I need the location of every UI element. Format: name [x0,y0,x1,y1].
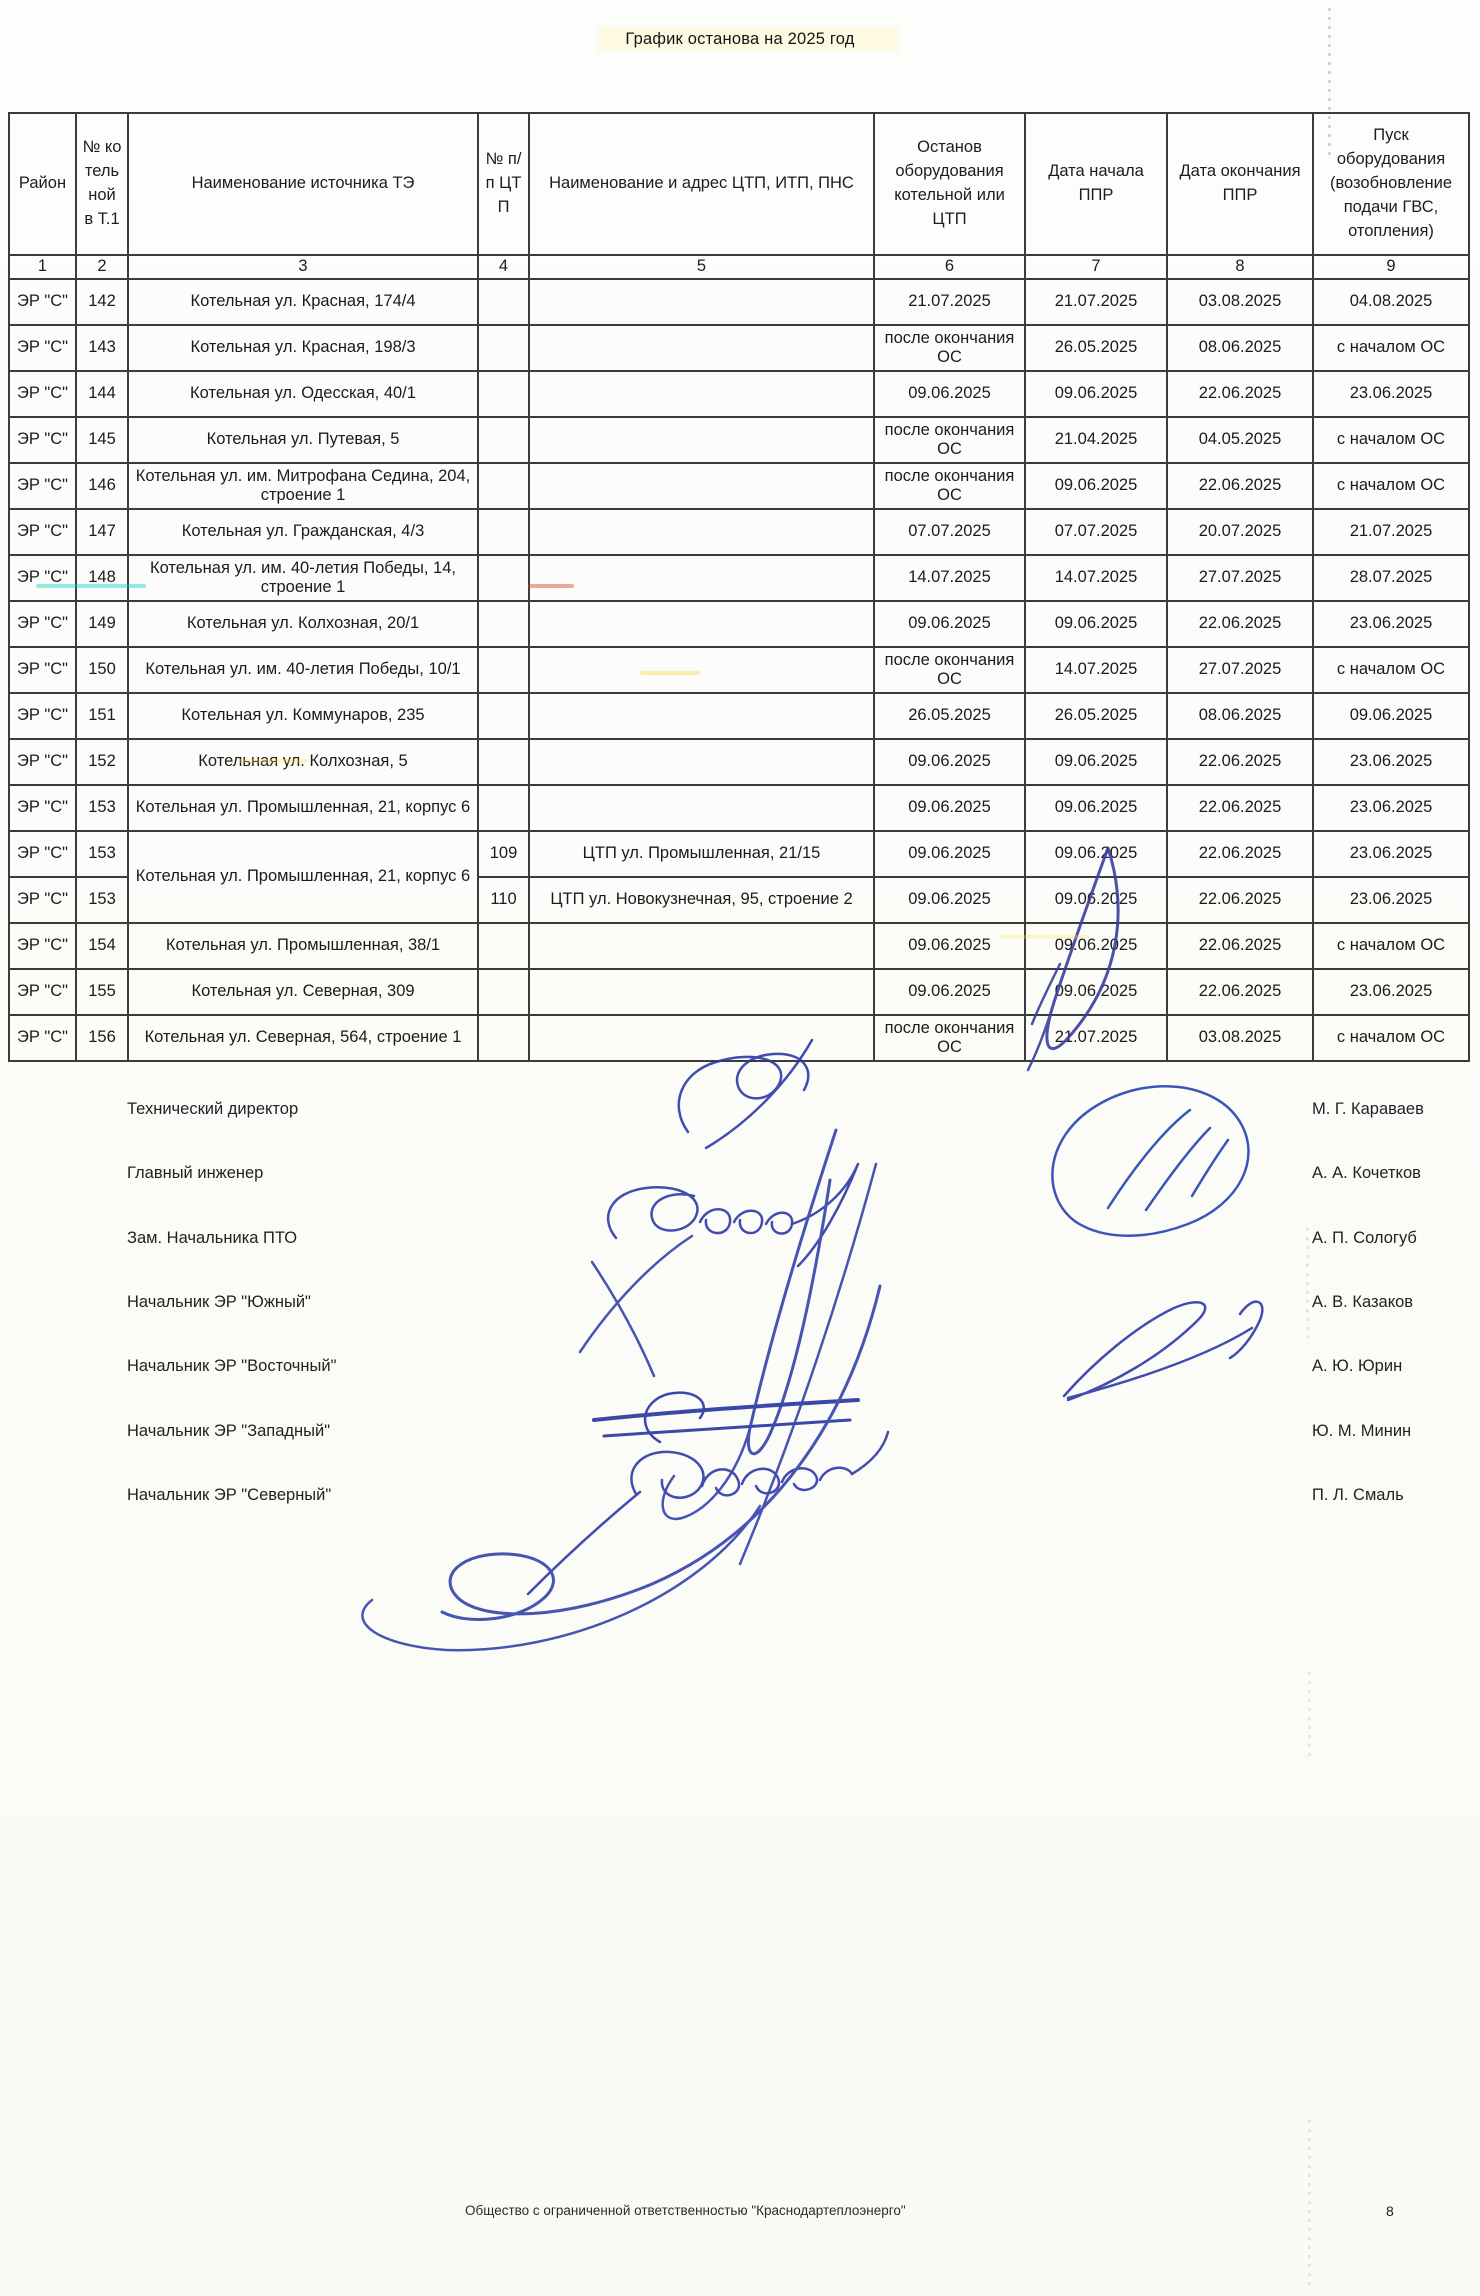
signatory-title: Начальник ЭР "Восточный" [127,1357,337,1375]
cell-boiler-no: 152 [76,739,128,785]
cell-boiler-no: 146 [76,463,128,509]
footer-page-number: 8 [1386,2203,1394,2219]
signatory-name: П. Л. Смаль [1312,1486,1404,1504]
cell-ppr-start: 26.05.2025 [1025,693,1167,739]
cell-boiler-no: 150 [76,647,128,693]
cell-ctp-name [529,1015,874,1061]
cell-ctp-name [529,647,874,693]
cell-ppr-end: 22.06.2025 [1167,831,1313,877]
cell-stop: 09.06.2025 [874,877,1025,923]
col-header-launch: Пуск оборудования (возобновление подачи ГВС, отопления) [1313,113,1469,255]
cell-ppr-start: 14.07.2025 [1025,647,1167,693]
cell-ctp-no [478,693,529,739]
cell-ppr-start: 09.06.2025 [1025,601,1167,647]
cell-district: ЭР "С" [9,417,76,463]
cell-ctp-no [478,785,529,831]
cell-district: ЭР "С" [9,555,76,601]
cell-ppr-end: 22.06.2025 [1167,601,1313,647]
signature-vostochny [1064,1302,1262,1400]
signature-pto-deputy [608,1164,858,1266]
cell-stop: после окончания ОС [874,1015,1025,1061]
cell-district: ЭР "С" [9,969,76,1015]
cell-source: Котельная ул. Северная, 564, строение 1 [128,1015,478,1061]
column-number: 7 [1025,255,1167,279]
cell-stop: после окончания ОС [874,647,1025,693]
cell-district: ЭР "С" [9,279,76,325]
cell-boiler-no: 151 [76,693,128,739]
signature-central-flourish [580,1130,876,1564]
cell-stop: после окончания ОС [874,417,1025,463]
cell-ppr-start: 09.06.2025 [1025,785,1167,831]
cell-source: Котельная ул. Промышленная, 38/1 [128,923,478,969]
cell-ctp-no [478,969,529,1015]
cell-ppr-start: 09.06.2025 [1025,923,1167,969]
cell-ctp-no [478,463,529,509]
cell-ctp-name [529,417,874,463]
cell-district: ЭР "С" [9,371,76,417]
cell-source: Котельная ул. им. 40-летия Победы, 14, строение 1 [128,555,478,601]
table-row [9,785,1469,831]
signatory-name: А. П. Сологуб [1312,1229,1417,1247]
signatory-title: Начальник ЭР "Южный" [127,1293,311,1311]
column-number: 6 [874,255,1025,279]
table-row [9,601,1469,647]
table-row [9,739,1469,785]
cell-ppr-end: 27.07.2025 [1167,555,1313,601]
cell-ppr-start: 21.04.2025 [1025,417,1167,463]
signatory-title: Начальник ЭР "Северный" [127,1486,332,1504]
table-row [9,417,1469,463]
signatory-name: А. А. Кочетков [1312,1164,1421,1182]
table-row [9,1015,1469,1061]
cell-ppr-end: 08.06.2025 [1167,693,1313,739]
col-header-ppr-end: Дата окончания ППР [1167,113,1313,255]
cell-ppr-start: 07.07.2025 [1025,509,1167,555]
cell-ctp-name: ЦТП ул. Промышленная, 21/15 [529,831,874,877]
cell-ctp-name [529,371,874,417]
table-row [9,923,1469,969]
cell-launch: 09.06.2025 [1313,693,1469,739]
col-header-source: Наименование источника ТЭ [128,113,478,255]
cell-source: Котельная ул. Северная, 309 [128,969,478,1015]
cell-ctp-no: 109 [478,831,529,877]
table-body [9,279,1469,1061]
cell-district: ЭР "С" [9,923,76,969]
cell-boiler-no: 153 [76,785,128,831]
cell-stop: после окончания ОС [874,463,1025,509]
cell-district: ЭР "С" [9,325,76,371]
cell-boiler-no: 149 [76,601,128,647]
table-row [9,325,1469,371]
cell-district: ЭР "С" [9,877,76,923]
cell-boiler-no: 155 [76,969,128,1015]
cell-boiler-no: 143 [76,325,128,371]
signatory-name: Ю. М. Минин [1312,1422,1412,1440]
cell-ppr-end: 22.06.2025 [1167,877,1313,923]
cell-boiler-no: 145 [76,417,128,463]
cell-district: ЭР "С" [9,463,76,509]
table-row [9,969,1469,1015]
cell-ppr-start: 09.06.2025 [1025,371,1167,417]
signature-zapadny [594,1393,858,1442]
cell-launch: с началом ОС [1313,1015,1469,1061]
signatory-title: Технический директор [127,1100,299,1118]
cell-ppr-end: 27.07.2025 [1167,647,1313,693]
signature-bottom-flourish [362,1286,880,1650]
cell-boiler-no: 147 [76,509,128,555]
column-number: 5 [529,255,874,279]
cell-district: ЭР "С" [9,739,76,785]
scan-artifact [1308,2120,1311,2290]
cell-ctp-no [478,509,529,555]
cell-ctp-name [529,325,874,371]
cell-source: Котельная ул. им. 40-летия Победы, 10/1 [128,647,478,693]
table-row [9,693,1469,739]
table-row [9,279,1469,325]
column-number: 1 [9,255,76,279]
signature-chief-engineer [1052,1086,1248,1236]
cell-ctp-no [478,647,529,693]
cell-launch: с началом ОС [1313,417,1469,463]
col-header-district: Район [9,113,76,255]
cell-ppr-end: 22.06.2025 [1167,969,1313,1015]
cell-ppr-start: 09.06.2025 [1025,831,1167,877]
column-number: 2 [76,255,128,279]
cell-ctp-no [478,923,529,969]
cell-ppr-start: 09.06.2025 [1025,739,1167,785]
cell-ctp-no [478,1015,529,1061]
signatory-name: М. Г. Караваев [1312,1100,1424,1118]
cell-district: ЭР "С" [9,647,76,693]
cell-district: ЭР "С" [9,601,76,647]
cell-ctp-name [529,785,874,831]
table-row [9,463,1469,509]
cell-source: Котельная ул. Путевая, 5 [128,417,478,463]
cell-launch: 23.06.2025 [1313,877,1469,923]
cell-launch: 23.06.2025 [1313,969,1469,1015]
signature-severny [528,1432,888,1594]
cell-stop: 09.06.2025 [874,969,1025,1015]
cell-district: ЭР "С" [9,1015,76,1061]
cell-launch: 23.06.2025 [1313,601,1469,647]
cell-ctp-no [478,325,529,371]
table-header-row [9,113,1469,255]
cell-boiler-no: 154 [76,923,128,969]
cell-ppr-end: 22.06.2025 [1167,463,1313,509]
cell-ctp-name: ЦТП ул. Новокузнечная, 95, строение 2 [529,877,874,923]
cell-launch: 23.06.2025 [1313,785,1469,831]
signatory-name: А. В. Казаков [1312,1293,1414,1311]
cell-source: Котельная ул. Красная, 174/4 [128,279,478,325]
cell-launch: 23.06.2025 [1313,371,1469,417]
column-number: 8 [1167,255,1313,279]
cell-source: Котельная ул. Красная, 198/3 [128,325,478,371]
cell-ppr-start: 09.06.2025 [1025,969,1167,1015]
cell-source: Котельная ул. Колхозная, 20/1 [128,601,478,647]
cell-ppr-start: 09.06.2025 [1025,463,1167,509]
cell-source: Котельная ул. Промышленная, 21, корпус 6 [128,831,478,923]
col-header-ctp-name: Наименование и адрес ЦТП, ИТП, ПНС [529,113,874,255]
column-number: 4 [478,255,529,279]
cell-ppr-start: 09.06.2025 [1025,877,1167,923]
scan-artifact [1308,1672,1311,1762]
cell-ctp-name [529,601,874,647]
cell-boiler-no: 153 [76,877,128,923]
cell-source: Котельная ул. им. Митрофана Седина, 204, строение 1 [128,463,478,509]
cell-district: ЭР "С" [9,509,76,555]
cell-launch: с началом ОС [1313,923,1469,969]
cell-stop: после окончания ОС [874,325,1025,371]
cell-ctp-name [529,509,874,555]
cell-stop: 21.07.2025 [874,279,1025,325]
cell-stop: 09.06.2025 [874,601,1025,647]
cell-launch: 21.07.2025 [1313,509,1469,555]
signatory-title: Главный инженер [127,1164,264,1182]
cell-ppr-end: 03.08.2025 [1167,1015,1313,1061]
footer-company: Общество с ограниченной ответственностью "Краснодартеплоэнерго" [465,2203,906,2218]
cell-stop: 14.07.2025 [874,555,1025,601]
cell-boiler-no: 142 [76,279,128,325]
table-row [9,831,1469,877]
cell-ctp-name [529,923,874,969]
cell-boiler-no: 144 [76,371,128,417]
cell-ppr-end: 08.06.2025 [1167,325,1313,371]
cell-ppr-start: 26.05.2025 [1025,325,1167,371]
cell-source: Котельная ул. Одесская, 40/1 [128,371,478,417]
cell-launch: 23.06.2025 [1313,831,1469,877]
cell-ctp-name [529,555,874,601]
shutdown-schedule-table [8,112,1470,1062]
cell-ppr-start: 21.07.2025 [1025,279,1167,325]
cell-ctp-name [529,693,874,739]
cell-stop: 26.05.2025 [874,693,1025,739]
cell-launch: с началом ОС [1313,647,1469,693]
page-title: График останова на 2025 год [625,30,855,48]
cell-stop: 09.06.2025 [874,739,1025,785]
column-number: 9 [1313,255,1469,279]
cell-ctp-no [478,417,529,463]
cell-launch: 04.08.2025 [1313,279,1469,325]
cell-ctp-name [529,279,874,325]
cell-ctp-name [529,463,874,509]
cell-boiler-no: 156 [76,1015,128,1061]
cell-ppr-start: 14.07.2025 [1025,555,1167,601]
scan-artifact [1306,1228,1309,1338]
cell-boiler-no: 148 [76,555,128,601]
table-row [9,371,1469,417]
column-number: 3 [128,255,478,279]
cell-stop: 09.06.2025 [874,785,1025,831]
cell-ppr-end: 22.06.2025 [1167,923,1313,969]
table-row [9,647,1469,693]
cell-ctp-no [478,371,529,417]
cell-district: ЭР "С" [9,693,76,739]
cell-ppr-end: 22.06.2025 [1167,785,1313,831]
cell-launch: с началом ОС [1313,463,1469,509]
cell-stop: 09.06.2025 [874,831,1025,877]
cell-stop: 07.07.2025 [874,509,1025,555]
cell-ctp-name [529,969,874,1015]
signatory-title: Зам. Начальника ПТО [127,1229,298,1247]
cell-stop: 09.06.2025 [874,923,1025,969]
cell-ctp-name [529,739,874,785]
column-numbers-row [9,255,1469,279]
col-header-ctp-no: № п/п ЦТП [478,113,529,255]
col-header-boiler-no: № котельной в Т.1 [76,113,128,255]
col-header-stop: Останов оборудования котельной или ЦТП [874,113,1025,255]
cell-district: ЭР "С" [9,831,76,877]
cell-source: Котельная ул. Колхозная, 5 [128,739,478,785]
cell-source: Котельная ул. Промышленная, 21, корпус 6 [128,785,478,831]
cell-ctp-no [478,601,529,647]
table-row [9,509,1469,555]
cell-district: ЭР "С" [9,785,76,831]
cell-ctp-no: 110 [478,877,529,923]
col-header-ppr-start: Дата начала ППР [1025,113,1167,255]
cell-ctp-no [478,739,529,785]
cell-ppr-end: 04.05.2025 [1167,417,1313,463]
cell-ppr-end: 22.06.2025 [1167,371,1313,417]
cell-ctp-no [478,555,529,601]
cell-source: Котельная ул. Коммунаров, 235 [128,693,478,739]
cell-ppr-start: 21.07.2025 [1025,1015,1167,1061]
table-row [9,555,1469,601]
cell-source: Котельная ул. Гражданская, 4/3 [128,509,478,555]
cell-launch: с началом ОС [1313,325,1469,371]
cell-ctp-no [478,279,529,325]
cell-ppr-end: 03.08.2025 [1167,279,1313,325]
cell-ppr-end: 20.07.2025 [1167,509,1313,555]
cell-launch: 23.06.2025 [1313,739,1469,785]
signatory-name: А. Ю. Юрин [1312,1357,1403,1375]
cell-boiler-no: 153 [76,831,128,877]
cell-stop: 09.06.2025 [874,371,1025,417]
cell-launch: 28.07.2025 [1313,555,1469,601]
cell-ppr-end: 22.06.2025 [1167,739,1313,785]
signatory-title: Начальник ЭР "Западный" [127,1422,331,1440]
